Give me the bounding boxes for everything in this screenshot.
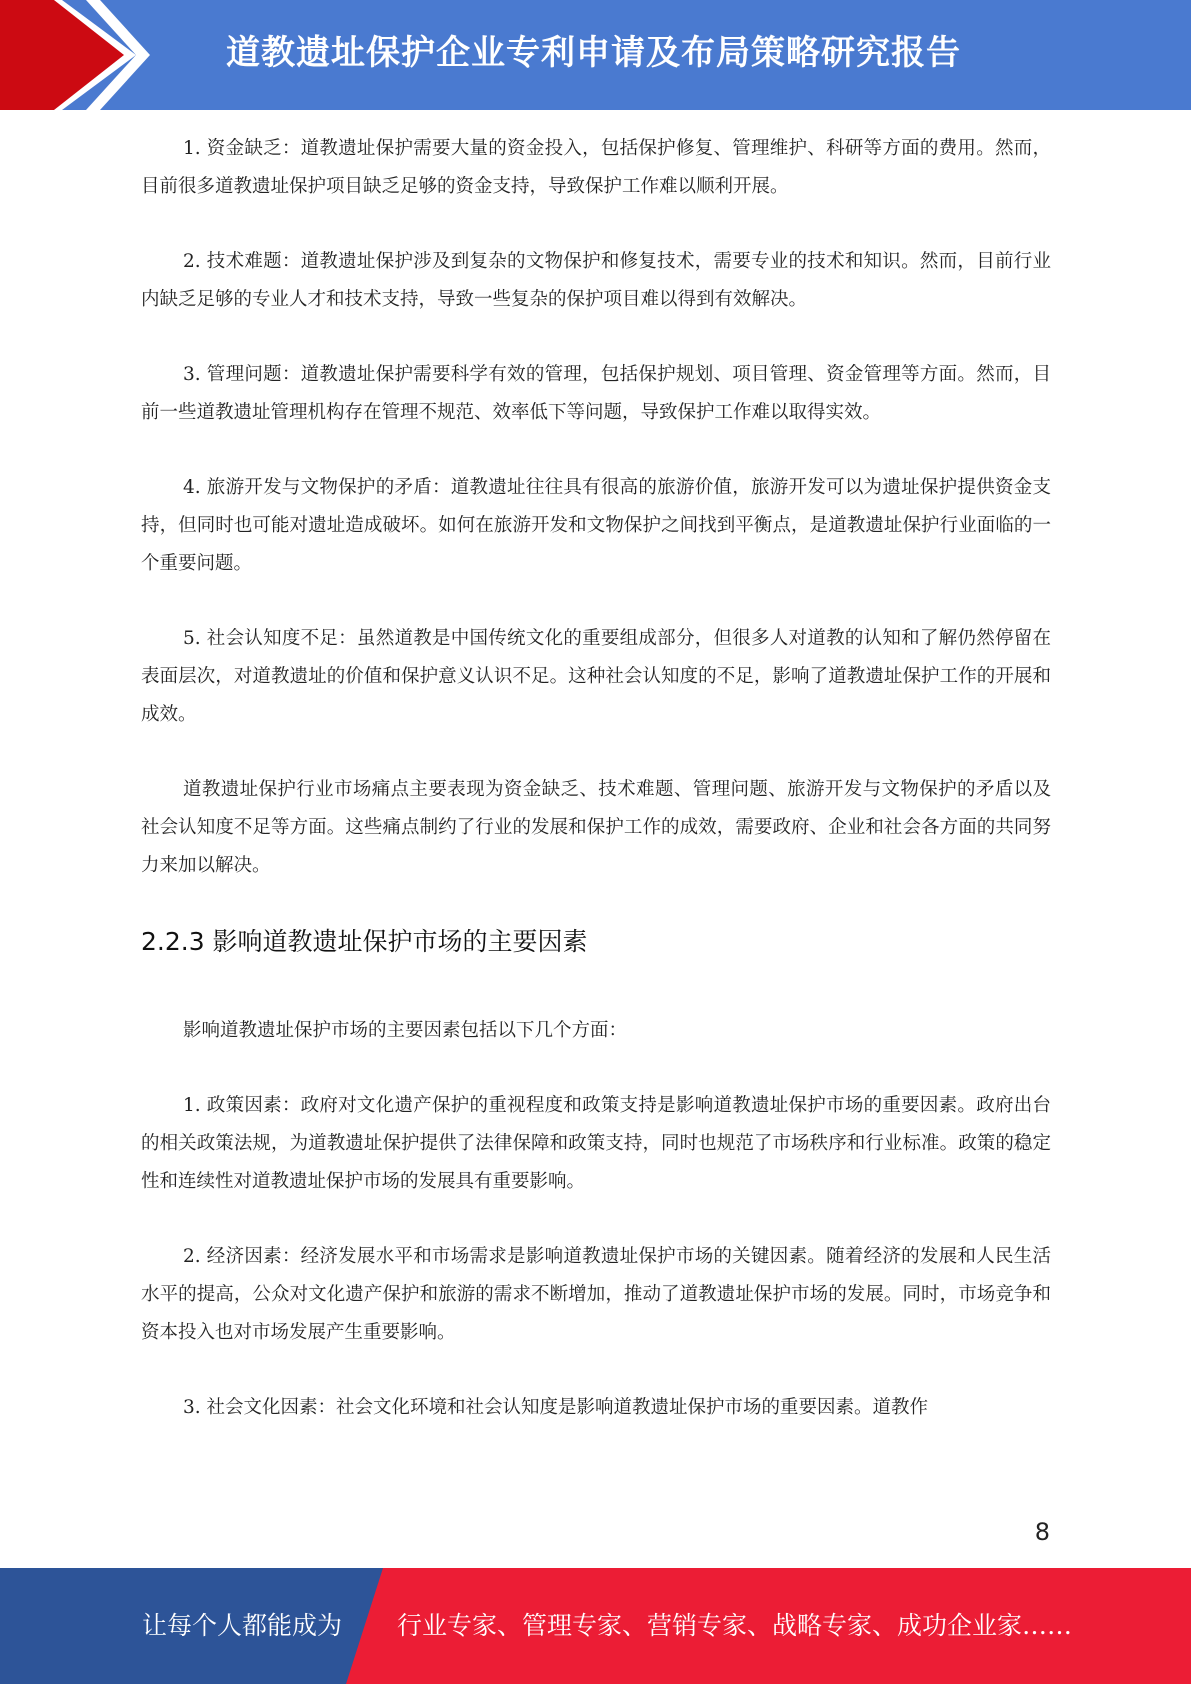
paragraph-technology: 2. 技术难题：道教遗址保护涉及到复杂的文物保护和修复技术，需要专业的技术和知识。然而，目前行业内缺乏足够的专业人才和技术支持，导致一些复杂的保护项目难以得到有效解决。 xyxy=(141,251,1051,310)
paragraph-policy-factor: 1. 政策因素：政府对文化遗产保护的重视程度和政策支持是影响道教遗址保护市场的重要因素。政府出台的相关政策法规，为道教遗址保护提供了法律保障和政策支持，同时也规范了市场秩序和行业标准。政策的稳定性和连续性对道教遗址保护市场的发展具有重要影响。 xyxy=(141,1095,1051,1192)
paragraph-factors-intro: 影响道教遗址保护市场的主要因素包括以下几个方面： xyxy=(183,1020,628,1041)
paragraph-funding: 1. 资金缺乏：道教遗址保护需要大量的资金投入，包括保护修复、管理维护、科研等方面的费用。然而，目前很多道教遗址保护项目缺乏足够的资金支持，导致保护工作难以顺利开展。 xyxy=(141,138,1051,197)
paragraph-summary: 道教遗址保护行业市场痛点主要表现为资金缺乏、技术难题、管理问题、旅游开发与文物保护的矛盾以及社会认知度不足等方面。这些痛点制约了行业的发展和保护工作的成效，需要政府、企业和社会各方面的共同努力来加以解决。 xyxy=(141,779,1051,876)
footer-slogan-left: 让每个人都能成为 xyxy=(142,1611,343,1640)
paragraph-social-awareness: 5. 社会认知度不足：虽然道教是中国传统文化的重要组成部分，但很多人对道教的认知和了解仍然停留在表面层次，对道教遗址的价值和保护意义认识不足。这种社会认知度的不足，影响了道教遗址保护工作的开展和成效。 xyxy=(141,628,1051,725)
page-footer xyxy=(0,1568,1191,1684)
paragraph-tourism-conflict: 4. 旅游开发与文物保护的矛盾：道教遗址往往具有很高的旅游价值，旅游开发可以为遗址保护提供资金支持，但同时也可能对遗址造成破坏。如何在旅游开发和文物保护之间找到平衡点，是道教遗址保护行业面临的一个重要问题。 xyxy=(141,477,1051,574)
paragraph-sociocultural-factor: 3. 社会文化因素：社会文化环境和社会认知度是影响道教遗址保护市场的重要因素。道教作 xyxy=(183,1397,929,1418)
document-body xyxy=(141,130,1051,1427)
page-header xyxy=(0,0,1191,110)
report-title: 道教遗址保护企业专利申请及布局策略研究报告 xyxy=(226,33,961,73)
page-number: 8 xyxy=(1034,1518,1050,1546)
paragraph-economic-factor: 2. 经济因素：经济发展水平和市场需求是影响道教遗址保护市场的关键因素。随着经济的发展和人民生活水平的提高，公众对文化遗产保护和旅游的需求不断增加，推动了道教遗址保护市场的发展。同时，市场竞争和资本投入也对市场发展产生重要影响。 xyxy=(141,1246,1051,1343)
paragraph-management: 3. 管理问题：道教遗址保护需要科学有效的管理，包括保护规划、项目管理、资金管理等方面。然而，目前一些道教遗址管理机构存在管理不规范、效率低下等问题，导致保护工作难以取得实效。 xyxy=(141,364,1051,423)
section-heading: 2.2.3 影响道教遗址保护市场的主要因素 xyxy=(141,927,588,956)
footer-slogan-right: 行业专家、管理专家、营销专家、战略专家、成功企业家…… xyxy=(397,1611,1073,1640)
